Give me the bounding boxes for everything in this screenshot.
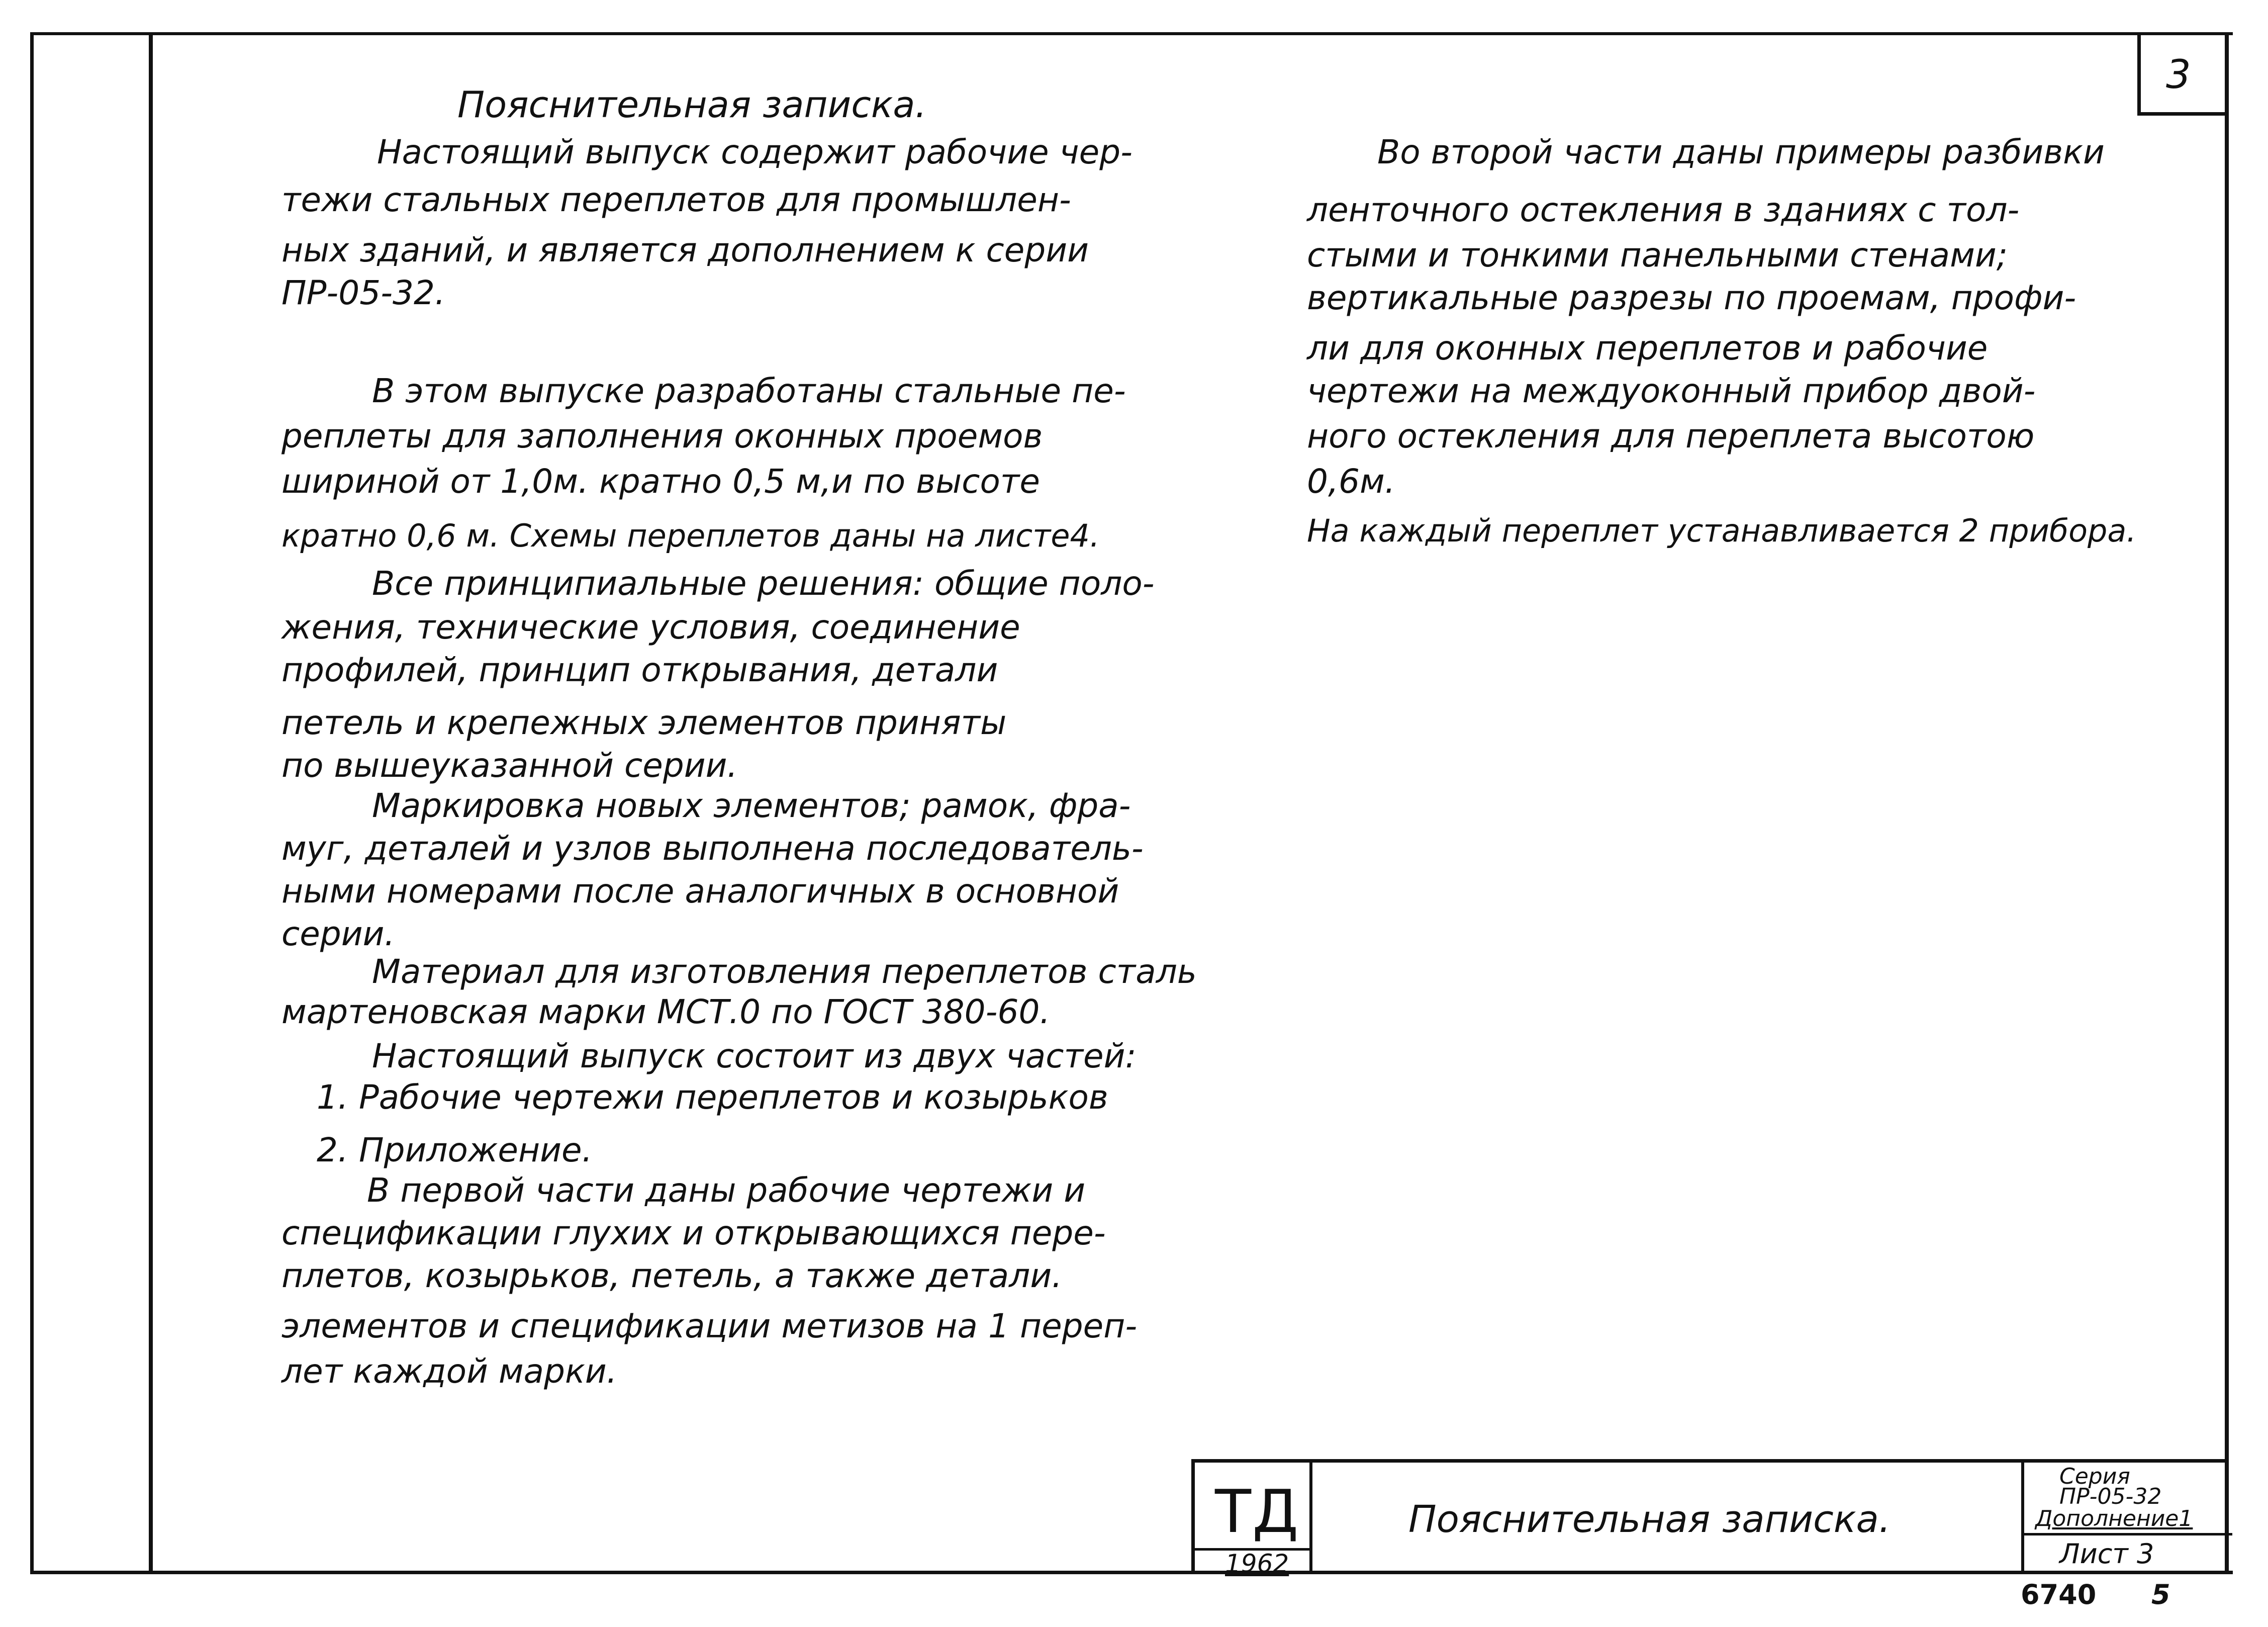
text-line: профилей, принцип открывания, детали xyxy=(281,651,998,689)
td-logo: ТД xyxy=(1215,1477,1300,1546)
frame-left-line xyxy=(30,32,34,1574)
text-line: спецификации глухих и открывающихся пере- xyxy=(281,1214,1106,1252)
text-line: петель и крепежных элементов приняты xyxy=(281,703,1007,742)
list-item: 2. Приложение. xyxy=(317,1131,593,1169)
text-line: вертикальные разрезы по проемам, профи- xyxy=(1307,279,2076,317)
title-block xyxy=(1191,1459,2229,1578)
text-line: Настоящий выпуск содержит рабочие чер- xyxy=(377,133,1132,171)
text-line: серии. xyxy=(281,915,395,953)
text-line: Во второй части даны примеры разбивки xyxy=(1377,133,2105,171)
stamp-title: Пояснительная записка. xyxy=(1408,1498,1891,1541)
frame-top-line xyxy=(30,32,2233,35)
text-line: Все принципиальные решения: общие поло- xyxy=(372,564,1155,603)
text-line: В первой части даны рабочие чертежи и xyxy=(367,1171,1086,1210)
year-label: 1962 xyxy=(1225,1549,1289,1578)
text-line: мартеновская марки МСТ.0 по ГОСТ 380-60. xyxy=(281,992,1051,1031)
text-line: ПР-05-32. xyxy=(281,274,446,312)
text-line: ленточного остекления в зданиях с тол- xyxy=(1307,191,2020,229)
text-line: стыми и тонкими панельными стенами; xyxy=(1307,236,2008,275)
text-line: На каждый переплет устанавливается 2 прибора. xyxy=(1307,512,2137,549)
footer-page: 5 xyxy=(2151,1579,2170,1610)
document-heading: Пояснительная записка. xyxy=(457,83,927,126)
text-line: тежи стальных переплетов для промышлен- xyxy=(281,180,1071,219)
text-line: ными номерами после аналогичных в основной xyxy=(281,872,1119,911)
text-line: ли для оконных переплетов и рабочие xyxy=(1307,329,1988,368)
logo-cell xyxy=(1195,1463,1312,1578)
text-line: Материал для изготовления переплетов сталь xyxy=(372,952,1197,991)
text-line: шириной от 1,0м. кратно 0,5 м,и по высоте xyxy=(281,462,1040,501)
text-line: 0,6м. xyxy=(1307,462,1395,501)
text-line: муг, деталей и узлов выполнена последователь- xyxy=(281,829,1144,868)
frame-right-line xyxy=(2225,32,2229,1574)
text-line: ных зданий, и является дополнением к серии xyxy=(281,231,1089,269)
text-line: по вышеуказанной серии. xyxy=(281,746,738,785)
text-line: элементов и спецификации метизов на 1 переп- xyxy=(281,1307,1138,1345)
list-item: 1. Рабочие чертежи переплетов и козырьков xyxy=(317,1078,1108,1117)
series-label: Серия xyxy=(2059,1464,2130,1489)
text-line: плетов, козырьков, петель, а также детали. xyxy=(281,1256,1063,1295)
text-line: реплеты для заполнения оконных проемов xyxy=(281,417,1043,456)
text-line: чертежи на междуоконный прибор двой- xyxy=(1307,372,2036,410)
text-line: В этом выпуске разработаны стальные пе- xyxy=(372,372,1126,410)
frame-binding-line xyxy=(149,32,153,1574)
text-line: лет каждой марки. xyxy=(281,1352,617,1391)
supplement-label: Дополнение1 xyxy=(2035,1506,2193,1531)
sheet-label: Лист 3 xyxy=(2059,1538,2154,1570)
sheet-number: 3 xyxy=(2166,52,2191,98)
text-line: жения, технические условия, соединение xyxy=(281,608,1020,647)
series-code: ПР-05-32 xyxy=(2059,1484,2162,1509)
footer-code: 6740 xyxy=(2021,1579,2097,1610)
sheet-divider-top xyxy=(2024,1533,2232,1535)
series-cell xyxy=(2021,1463,2232,1574)
text-line: ного остекления для переплета высотою xyxy=(1307,417,2035,456)
text-line: Настоящий выпуск состоит из двух частей: xyxy=(372,1037,1137,1075)
text-line: Маркировка новых элементов; рамок, фра- xyxy=(372,786,1131,825)
text-line: кратно 0,6 м. Схемы переплетов даны на листе4. xyxy=(281,517,1100,554)
sheet-number-box xyxy=(2137,32,2225,116)
